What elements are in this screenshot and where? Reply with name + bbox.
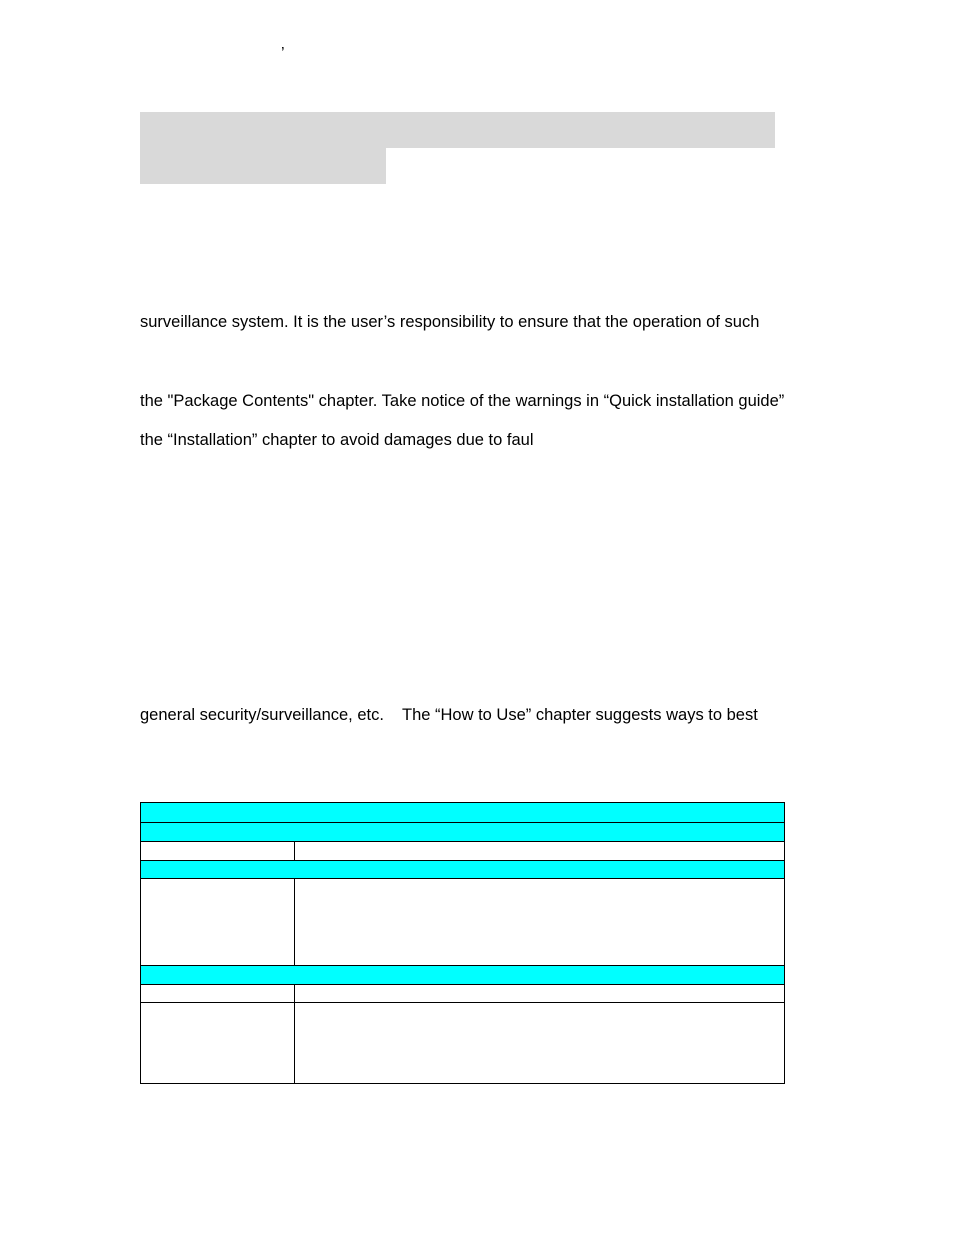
table-value-cell xyxy=(295,878,785,965)
stray-apostrophe: ’ xyxy=(281,45,285,62)
table-section-header xyxy=(141,823,785,842)
table-label-cell xyxy=(141,984,295,1002)
table-section-header xyxy=(141,965,785,984)
table-section-header xyxy=(141,860,785,878)
table-section-header xyxy=(141,803,785,823)
table-row xyxy=(141,860,785,878)
table-row xyxy=(141,878,785,965)
redacted-block-bottom xyxy=(140,148,386,184)
paragraph-line-package-contents: the "Package Contents" chapter. Take notice of the warnings in “Quick installation guide” xyxy=(140,392,785,410)
table-label-cell xyxy=(141,842,295,860)
table-row xyxy=(141,984,785,1002)
table-value-cell xyxy=(295,984,785,1002)
specification-table xyxy=(140,802,785,1084)
paragraph-line-surveillance: surveillance system. It is the user’s responsibility to ensure that the operation of such xyxy=(140,313,760,331)
table-value-cell xyxy=(295,842,785,860)
table-value-cell xyxy=(295,1003,785,1084)
table-row xyxy=(141,965,785,984)
table-label-cell xyxy=(141,1003,295,1084)
paragraph-line-installation: the “Installation” chapter to avoid damages due to faul xyxy=(140,431,534,449)
table-row xyxy=(141,842,785,860)
table-row xyxy=(141,823,785,842)
redacted-block-top xyxy=(140,112,775,148)
paragraph-line-how-to-use: general security/surveillance, etc. The “How to Use” chapter suggests ways to best xyxy=(140,706,758,724)
table-row xyxy=(141,803,785,823)
table-row xyxy=(141,1003,785,1084)
table-label-cell xyxy=(141,878,295,965)
